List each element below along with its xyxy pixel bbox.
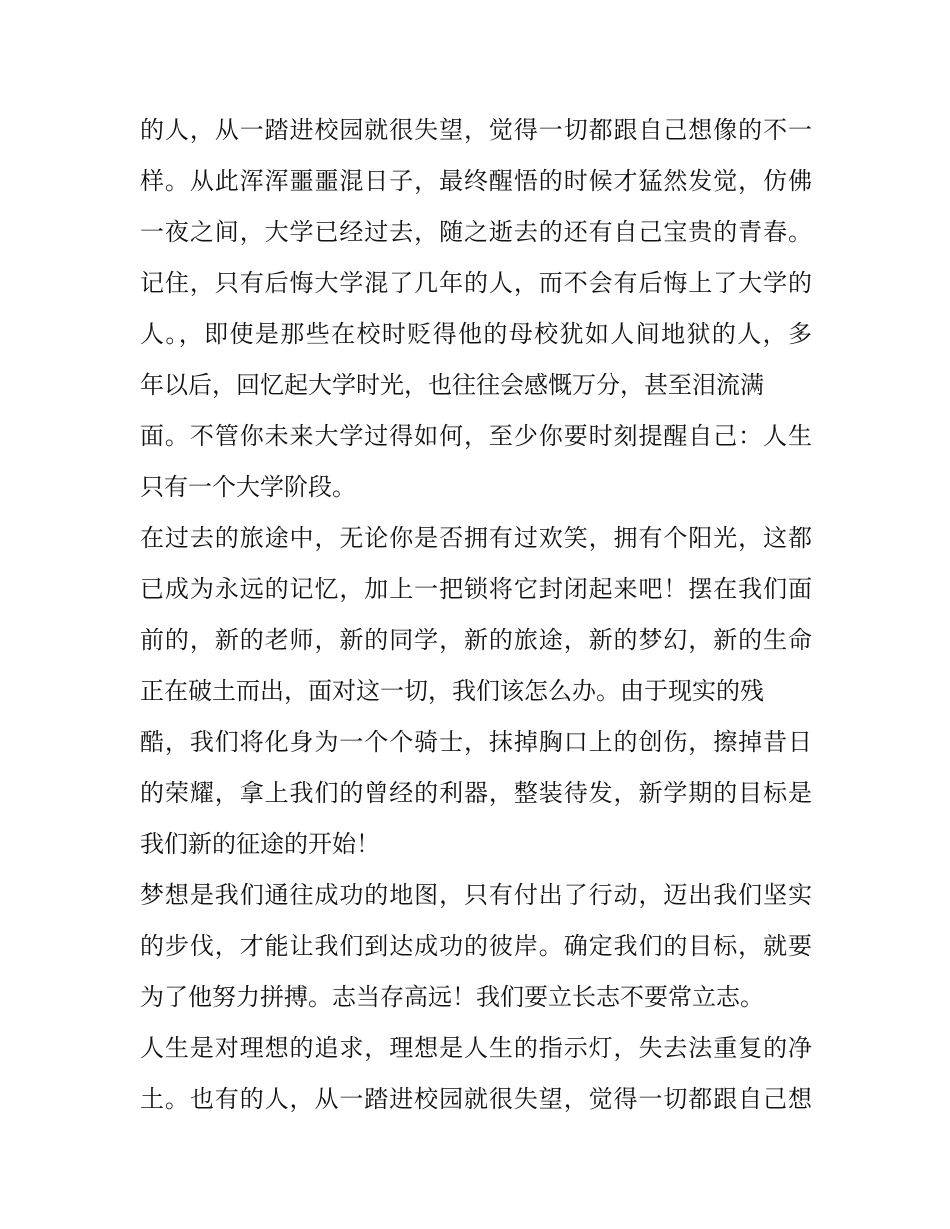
text-line: 在过去的旅途中，无论你是否拥有过欢笑，拥有个阳光，这都 — [140, 524, 812, 552]
text-line: 的人，从一踏进校园就很失望，觉得一切都跟自己想像的不一 — [140, 116, 812, 144]
text-line: 梦想是我们通往成功的地图，只有付出了行动，迈出我们坚实 — [140, 881, 812, 909]
text-line: 面。不管你未来大学过得如何，至少你要时刻提醒自己：人生 — [140, 422, 812, 450]
text-line: 酷，我们将化身为一个个骑士，抹掉胸口上的创伤，擦掉昔日 — [140, 728, 812, 756]
text-line: 的步伐，才能让我们到达成功的彼岸。确定我们的目标，就要 — [140, 932, 812, 960]
text-line: 为了他努力拼搏。志当存高远！我们要立长志不要常立志。 — [140, 983, 764, 1011]
text-line: 只有一个大学阶段。 — [140, 473, 356, 501]
text-line: 一夜之间，大学已经过去，随之逝去的还有自己宝贵的青春。 — [140, 218, 812, 246]
text-line: 的荣耀，拿上我们的曾经的利器，整装待发，新学期的目标是 — [140, 779, 812, 807]
text-line: 土。也有的人，从一踏进校园就很失望，觉得一切都跟自己想 — [140, 1085, 812, 1113]
text-line: 正在破土而出，面对这一切，我们该怎么办。由于现实的残 — [140, 677, 764, 705]
text-line: 人。，即使是那些在校时贬得他的母校犹如人间地狱的人，多 — [140, 320, 812, 348]
text-line: 人生是对理想的追求，理想是人生的指示灯，失去法重复的净 — [140, 1034, 812, 1062]
text-line: 我们新的征途的开始！ — [140, 830, 380, 858]
text-line: 年以后，回忆起大学时光，也往往会感慨万分，甚至泪流满 — [140, 371, 764, 399]
text-line: 前的，新的老师，新的同学，新的旅途，新的梦幻，新的生命 — [140, 626, 812, 654]
document-body — [140, 105, 812, 1125]
text-line: 记住，只有后悔大学混了几年的人，而不会有后悔上了大学的 — [140, 269, 812, 297]
text-line: 已成为永远的记忆，加上一把锁将它封闭起来吧！摆在我们面 — [140, 575, 812, 603]
text-line: 样。从此浑浑噩噩混日子，最终醒悟的时候才猛然发觉，仿佛 — [140, 167, 812, 195]
